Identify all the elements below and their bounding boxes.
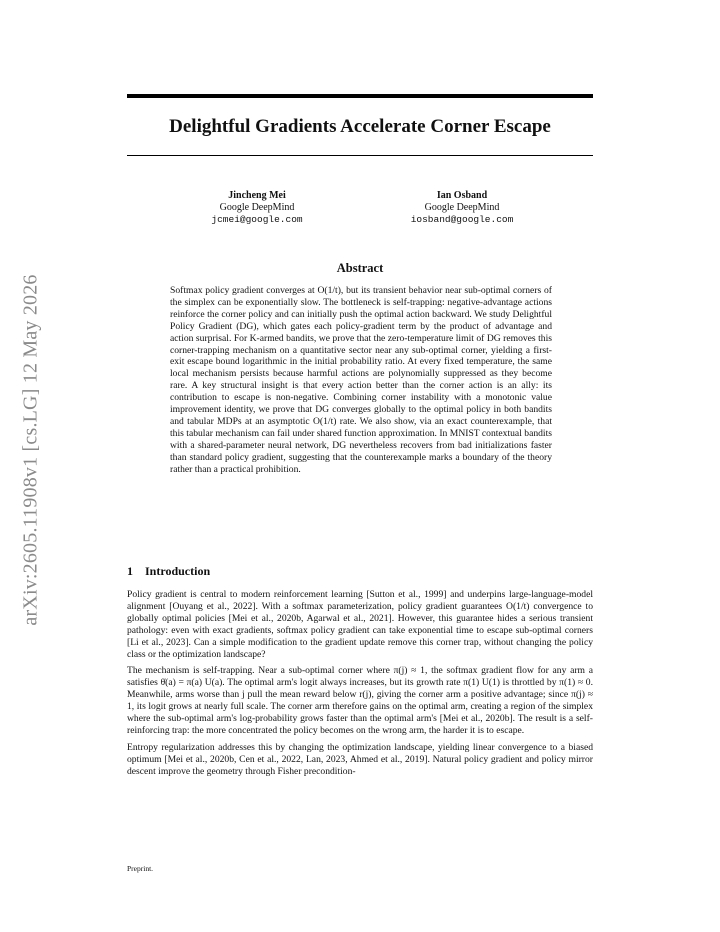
author-name: Ian Osband bbox=[436, 190, 488, 201]
paper-title: Delightful Gradients Accelerate Corner Escape bbox=[169, 116, 551, 137]
arxiv-stamp bbox=[20, 255, 42, 645]
paragraph: Policy gradient is central to modern reinforcement learning [Sutton et al., 1999] and underpins large-language-model alignment [Ouyang et al., 2022]. With a softmax parameterization, policy gradient guarantees O(1/t) convergence to globally optimal policies [Mei et al., 2020b, Agarwal et al., 2021]. However, this guarantee hides a serious transient pathology: even with exact gradients, softmax policy gradient can take exponential time to escape sub-optimal corners [Li et al., 2023]. Can a simple modification to the gradient update remove this corner trap, without changing the policy class or the optimization landscape? bbox=[127, 589, 593, 660]
author-affiliation: Google DeepMind bbox=[424, 202, 500, 213]
abstract-heading: Abstract bbox=[336, 261, 384, 275]
paragraph: The mechanism is self-trapping. Near a sub-optimal corner where π(j) ≈ 1, the softmax gradient flow for any arm a satisfies θ̇(a) = π(a) U(a). The optimal arm's logit always increases, but its growth rate π(1) U(1) is throttled by π(1) ≈ 0. Meanwhile, arms worse than j pull the mean reward below r(j), giving the corner arm a positive advantage; since π(j) ≈ 1, its logit grows at nearly full scale. The corner arm therefore gains on the optimal arm, creating a region of the simplex where the sub-optimal arm's log-probability grows faster than the optimal arm's [Mei et al., 2020b]. The result is a self-reinforcing trap: the more concentrated the policy becomes on the wrong arm, the harder it is to escape. bbox=[127, 665, 593, 736]
section-heading bbox=[127, 564, 210, 579]
section-title: Introduction bbox=[145, 564, 211, 578]
author-2 bbox=[382, 190, 542, 226]
author-affiliation: Google DeepMind bbox=[219, 202, 295, 213]
title-rule-bottom bbox=[127, 155, 593, 156]
footer-note: Preprint. bbox=[127, 864, 154, 873]
paragraph: Entropy regularization addresses this by changing the optimization landscape, yielding linear convergence to a biased optimum [Mei et al., 2020b, Cen et al., 2022, Lan, 2023, Ahmed et al., 2019]. Natural policy gradient and policy mirror descent improve the geometry through Fisher precondition- bbox=[127, 741, 593, 777]
author-email: iosband@google.com bbox=[410, 214, 514, 225]
arxiv-stamp-text: arXiv:2605.11908v1 [cs.LG] 12 May 2026 bbox=[19, 274, 42, 626]
section-number: 1 bbox=[127, 564, 133, 578]
author-1 bbox=[177, 190, 337, 226]
author-name: Jincheng Mei bbox=[228, 190, 286, 201]
author-email: jcmei@google.com bbox=[211, 214, 303, 225]
abstract-text: Softmax policy gradient converges at O(1/t), but its transient behavior near sub-optimal corners of the simplex can be exponentially slow. The bottleneck is self-trapping: negative-advantage actions reinforce the corner policy and can initially push the optimal action backward. We study Delightful Policy Gradient (DG), which gates each policy-gradient term by the product of advantage and action surprisal. For K-armed bandits, we prove that the zero-temperature limit of DG removes this corner-trapping mechanism on a quantitative sector near any sub-optimal corner, yielding a first-exit escape bound logarithmic in the initial probability ratio. At every fixed temperature, the same local mechanism persists because harmful actions are polynomially suppressed as they become rare. A key structural insight is that every action better than the corner action is an ally: its contribution to escape is non-negative. Combining corner instability with a monotonic value improvement identity, we prove that DG converges globally to the optimal policy in both bandits and tabular MDPs at an asymptotic O(1/t) rate. We also show, via an exact counterexample, that this tabular mechanism can fail under shared function approximation. In MNIST contextual bandits with a shared-parameter neural network, DG nevertheless recovers from bad initializations faster than standard policy gradient, suggesting that the counterexample marks a boundary of the theory rather than a practical prohibition. bbox=[170, 285, 552, 475]
title-rule-top bbox=[127, 94, 593, 98]
section-body bbox=[127, 589, 593, 783]
